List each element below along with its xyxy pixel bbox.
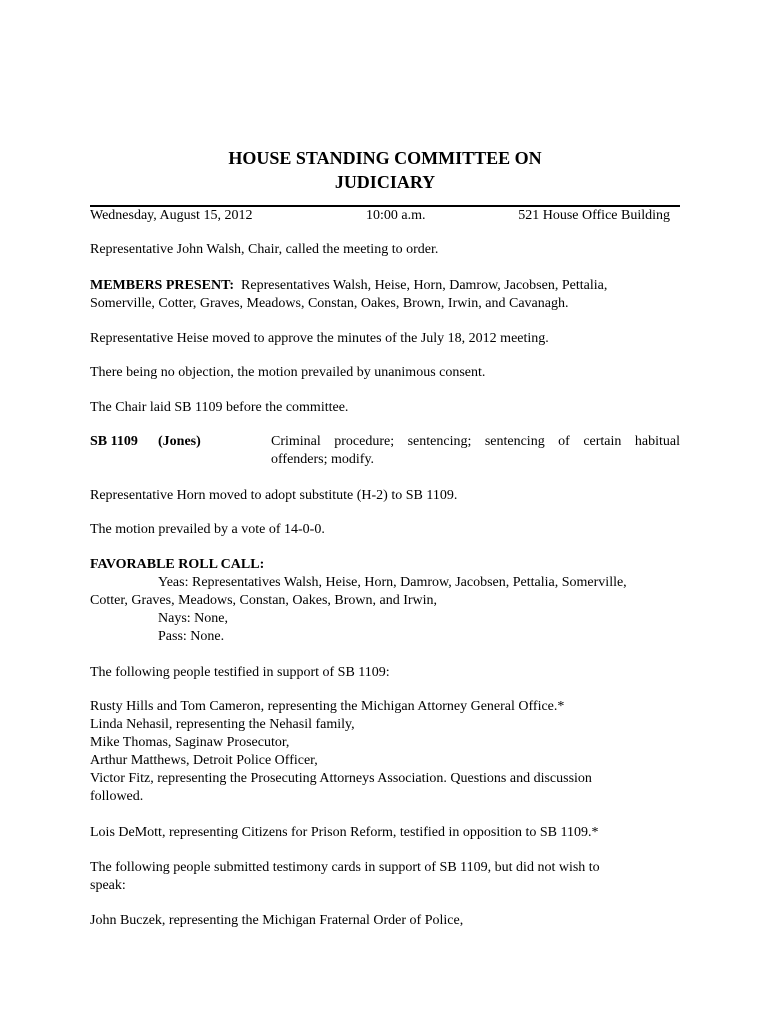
- meeting-info-row: [90, 207, 670, 225]
- meeting-time: 10:00 a.m.: [366, 208, 426, 223]
- chair-laid-bill: The Chair laid SB 1109 before the committee.: [90, 400, 349, 415]
- members-list: Representatives Walsh, Heise, Horn, Damrow, Jacobsen, Pettalia,: [241, 278, 608, 293]
- title-line-2: JUDICIARY: [334, 172, 436, 192]
- meeting-location: 521 House Office Building: [518, 208, 670, 223]
- page-title: [0, 146, 770, 194]
- list-item: Victor Fitz, representing the Prosecuting Attorneys Association. Questions and discussion: [90, 771, 592, 786]
- testimony-cards-intro: [90, 859, 680, 895]
- roll-call-yeas-continued: Cotter, Graves, Meadows, Constan, Oakes, Brown, and Irwin,: [90, 593, 438, 608]
- roll-call-nays: Nays: None,: [158, 611, 228, 626]
- list-item: Arthur Matthews, Detroit Police Officer,: [90, 753, 318, 768]
- list-item: Mike Thomas, Saginaw Prosecutor,: [90, 735, 290, 750]
- roll-call: [90, 556, 680, 646]
- vote-result: The motion prevailed by a vote of 14-0-0.: [90, 522, 325, 537]
- bill-description-line-1: Criminal procedure; sentencing; sentencing of certain habitual: [271, 434, 680, 449]
- testimony-cards-line-1: The following people submitted testimony cards in support of SB 1109, but did not wish to: [90, 860, 600, 875]
- substitute-motion: Representative Horn moved to adopt substitute (H-2) to SB 1109.: [90, 488, 458, 503]
- bill-number: SB 1109: [90, 434, 138, 449]
- bill-description: [271, 433, 680, 469]
- testimony-card-item: John Buczek, representing the Michigan Fraternal Order of Police,: [90, 913, 464, 928]
- call-to-order: Representative John Walsh, Chair, called the meeting to order.: [90, 242, 439, 257]
- members-present: [90, 277, 680, 313]
- bill-sponsor: (Jones): [158, 434, 201, 449]
- consent-statement: There being no objection, the motion prevailed by unanimous consent.: [90, 365, 486, 380]
- members-label: MEMBERS PRESENT:: [90, 278, 235, 293]
- testimony-cards-line-2: speak:: [90, 878, 126, 893]
- list-item: followed.: [90, 789, 144, 804]
- title-line-1: HOUSE STANDING COMMITTEE ON: [228, 148, 542, 168]
- opposition-testimony: Lois DeMott, representing Citizens for Prison Reform, testified in opposition to SB 1109.*: [90, 825, 599, 840]
- testifier-list: [90, 698, 680, 806]
- roll-call-pass: Pass: None.: [158, 629, 225, 644]
- roll-call-heading: FAVORABLE ROLL CALL:: [90, 557, 265, 572]
- roll-call-yeas: Yeas: Representatives Walsh, Heise, Horn, Damrow, Jacobsen, Pettalia, Somerville,: [158, 575, 627, 590]
- meeting-date: Wednesday, August 15, 2012: [90, 208, 253, 223]
- minutes-motion: Representative Heise moved to approve the minutes of the July 18, 2012 meeting.: [90, 331, 549, 346]
- list-item: Rusty Hills and Tom Cameron, representing the Michigan Attorney General Office.*: [90, 699, 565, 714]
- members-line-2: Somerville, Cotter, Graves, Meadows, Constan, Oakes, Brown, Irwin, and Cavanagh.: [90, 296, 569, 311]
- support-intro: The following people testified in support of SB 1109:: [90, 665, 390, 680]
- bill-description-line-2: offenders; modify.: [271, 452, 375, 467]
- list-item: Linda Nehasil, representing the Nehasil family,: [90, 717, 355, 732]
- members-line-1: [90, 277, 680, 295]
